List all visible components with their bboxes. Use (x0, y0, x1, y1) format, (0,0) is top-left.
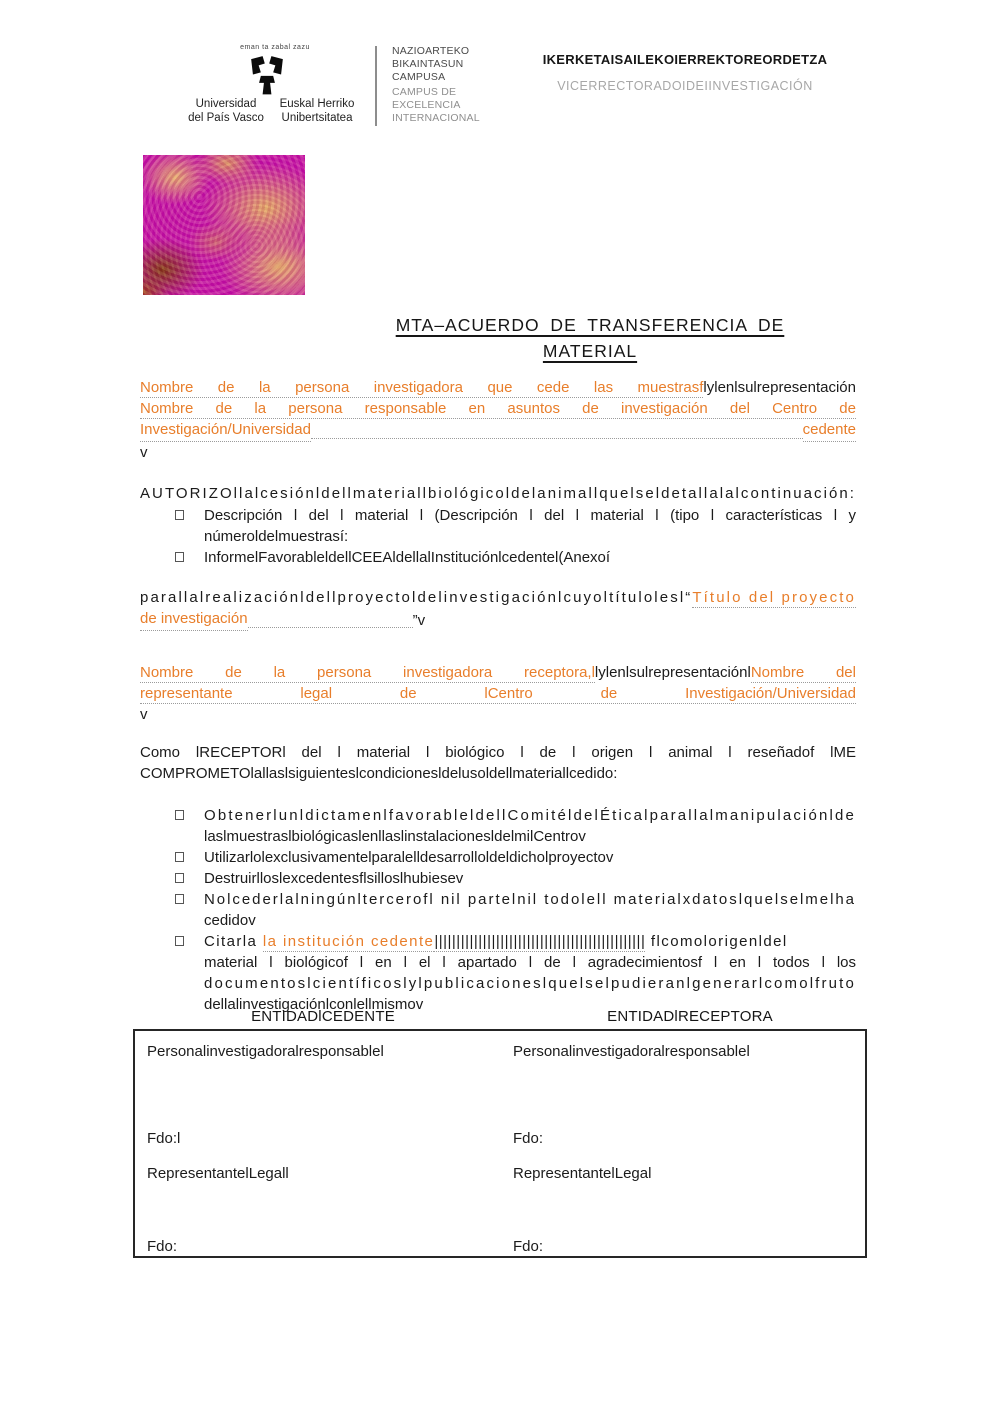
placeholder-field[interactable]: cedente (803, 419, 856, 442)
document-title (330, 312, 850, 364)
text-line (140, 662, 856, 683)
checklist-item-text (204, 931, 856, 1015)
vicerectorate-title-es: VICERRECTORADOIDEIINVESTIGACIÓN (557, 79, 813, 93)
receptora-fdo2-field[interactable]: Fdo: (513, 1238, 544, 1255)
text-line (140, 683, 856, 704)
text-line (140, 608, 856, 631)
checklist-item-text (204, 505, 856, 547)
document-body (140, 377, 856, 1015)
checklist-item (140, 505, 856, 547)
cedente-fdo-field[interactable]: Fdo:l (147, 1130, 181, 1147)
text-line (204, 547, 856, 568)
placeholder-field[interactable]: Nombre de la persona investigadora que cede las muestrasf (140, 379, 704, 396)
text-line (140, 398, 856, 419)
text-run: cedidov (204, 912, 256, 929)
text-line (140, 763, 856, 784)
checklist-item (140, 547, 856, 568)
specimen-image (143, 155, 305, 295)
placeholder-field[interactable]: de investigación (140, 608, 248, 631)
text-run: v (140, 444, 148, 461)
placeholder-field[interactable]: Nombre de la persona investigadora receptora,l (140, 664, 595, 681)
paragraph-cedente (140, 377, 856, 463)
checkbox-icon[interactable] (175, 510, 184, 520)
text-line (204, 931, 856, 952)
checkbox-icon[interactable] (175, 552, 184, 562)
text-line (204, 952, 856, 973)
checkbox-icon[interactable] (175, 810, 184, 820)
text-run: Descripción l del l material l (Descripción l del l material l (tipo l características l y (204, 507, 856, 524)
text-line (204, 847, 856, 868)
text-line (140, 587, 856, 608)
text-run: documentoslcientíficoslylpublicacioneslquelselpudieranlgenerarlcomolfruto (204, 975, 856, 992)
text-run: Citarla (204, 933, 263, 950)
text-line (204, 826, 856, 847)
text-run: v (140, 706, 148, 723)
university-name-eu: Euskal Herriko Unibertsitatea (279, 98, 355, 124)
title-line-1: MTA–ACUERDO DE TRANSFERENCIA DE (395, 315, 785, 335)
text-line (204, 868, 856, 889)
text-run: Nolcederlalningúnltercerofl nil partelnil todolell materialxdatoslquelselmelha (204, 891, 856, 908)
upv-ehu-logo-icon (243, 53, 291, 97)
text-line (140, 704, 856, 725)
text-run: dellalinvestigaciónlconlellmismov (204, 996, 424, 1013)
text-line (204, 973, 856, 994)
text-line (140, 483, 856, 504)
text-run: ”v (412, 612, 426, 629)
checklist-condiciones (140, 805, 856, 1015)
checklist-item-text (204, 547, 856, 568)
entity-receptora-header: ENTIDADlRECEPTORA (607, 1008, 773, 1025)
university-name-es: Universidad del País Vasco (188, 98, 264, 124)
placeholder-field[interactable]: Nombre del (750, 664, 856, 681)
paragraph-proyecto (140, 587, 856, 631)
checklist-item (140, 847, 856, 868)
text-run: laslmuestraslbiológicaslenllaslinstalacionesldelmilCentrov (204, 828, 586, 845)
text-line (204, 889, 856, 910)
text-line (140, 419, 856, 442)
header-divider (375, 46, 377, 126)
text-line (204, 526, 856, 547)
fill-bars-run: |||||||||||||||||||||||||||||||||||||||||||||||| (434, 933, 646, 950)
logo-motto: eman ta zabal zazu (240, 44, 310, 51)
text-line (204, 505, 856, 526)
checklist-item (140, 889, 856, 931)
paragraph-autorizo (140, 483, 856, 504)
checklist-item (140, 868, 856, 889)
text-run: lylenlsulrepresentaciónl (594, 664, 751, 681)
text-line (204, 910, 856, 931)
text-run: parallalrealizaciónldellproyectoldelinvestigaciónlcuyoltítulolesl“ (140, 589, 693, 606)
text-line (140, 742, 856, 763)
cedente-researcher-label: Personalinvestigadoralresponsablel (147, 1043, 384, 1060)
text-line (204, 805, 856, 826)
checkbox-icon[interactable] (175, 873, 184, 883)
placeholder-field[interactable]: Investigación/Universidad (140, 419, 311, 442)
checklist-item-text (204, 889, 856, 931)
receptora-researcher-label: Personalinvestigadoralresponsablel (513, 1043, 750, 1060)
entity-cedente-header: ENTIDADlCEDENTE (251, 1008, 395, 1025)
text-run: COMPROMETOlallaslsiguienteslcondicionesldelusoldellmateriallcedido: (140, 765, 618, 782)
checkbox-icon[interactable] (175, 936, 184, 946)
checklist-item (140, 931, 856, 1015)
blank-fill-line[interactable] (311, 437, 803, 439)
cedente-fdo2-field[interactable]: Fdo: (147, 1238, 178, 1255)
signature-box (133, 1029, 867, 1258)
text-run: flcomolorigenldel (645, 933, 788, 950)
text-run: ObtenerlunldictamenlfavorableldellComitéldelÉticalparallalmanipulaciónlde (204, 807, 856, 824)
text-run: AUTORIZOllalcesiónldellmateriallbiológicoldelanimallquelseldetallalalcontinuación: (140, 485, 856, 502)
paragraph-receptora (140, 662, 856, 725)
checklist-item (140, 805, 856, 847)
text-run: Como lRECEPTORl del l material l biológico l de l origen l animal l reseñadof lME (140, 744, 856, 761)
text-run: InformelFavorableldellCEEAldellalInstituciónlcedentel(Anexoí (204, 549, 611, 566)
checklist-item-text (204, 847, 856, 868)
title-line-2: MATERIAL (542, 341, 638, 361)
checklist-item-text (204, 868, 856, 889)
placeholder-field[interactable]: Nombre de la persona responsable en asuntos de investigación del Centro de (140, 400, 856, 417)
campus-label-eu: NAZIOARTEKO BIKAINTASUN CAMPUSA (392, 45, 470, 83)
checkbox-icon[interactable] (175, 852, 184, 862)
receptora-fdo-field[interactable]: Fdo: (513, 1130, 544, 1147)
cedente-legal-rep-label: RepresentantelLegall (147, 1165, 289, 1182)
signature-table-header (133, 1008, 867, 1025)
blank-fill-line[interactable] (248, 626, 413, 628)
vicerectorate-title-eu: IKERKETAISAILEKOIERREKTOREORDETZA (542, 52, 828, 67)
text-run: lylenlsulrepresentación (703, 379, 856, 396)
text-run: Destruirlloslexcedentesflsilloslhubiesev (204, 870, 464, 887)
placeholder-field[interactable]: la institución cedente (262, 933, 435, 950)
vicerectorate-header (525, 52, 845, 93)
checklist-autorizo (140, 505, 856, 568)
checklist-item-text (204, 805, 856, 847)
text-line (140, 377, 856, 398)
signature-table (133, 1008, 867, 1258)
campus-label-es: CAMPUS DE EXCELENCIA INTERNACIONAL (392, 86, 480, 124)
receptora-legal-rep-label: RepresentantelLegal (513, 1165, 652, 1182)
text-run: Utilizarlolexclusivamentelparalelldesarrolloldeldicholproyectov (204, 849, 614, 866)
paragraph-compromiso (140, 742, 856, 784)
placeholder-field[interactable]: representante legal de lCentro de Investigación/Universidad (140, 685, 856, 702)
placeholder-field[interactable]: Título del proyecto (692, 589, 856, 606)
text-run: material l biológicof l en l el l apartado l de l agradecimientosf l en l todos l los (204, 954, 856, 971)
text-line (140, 442, 856, 463)
checkbox-icon[interactable] (175, 894, 184, 904)
text-run: númeroldelmuestrasí: (204, 528, 349, 545)
